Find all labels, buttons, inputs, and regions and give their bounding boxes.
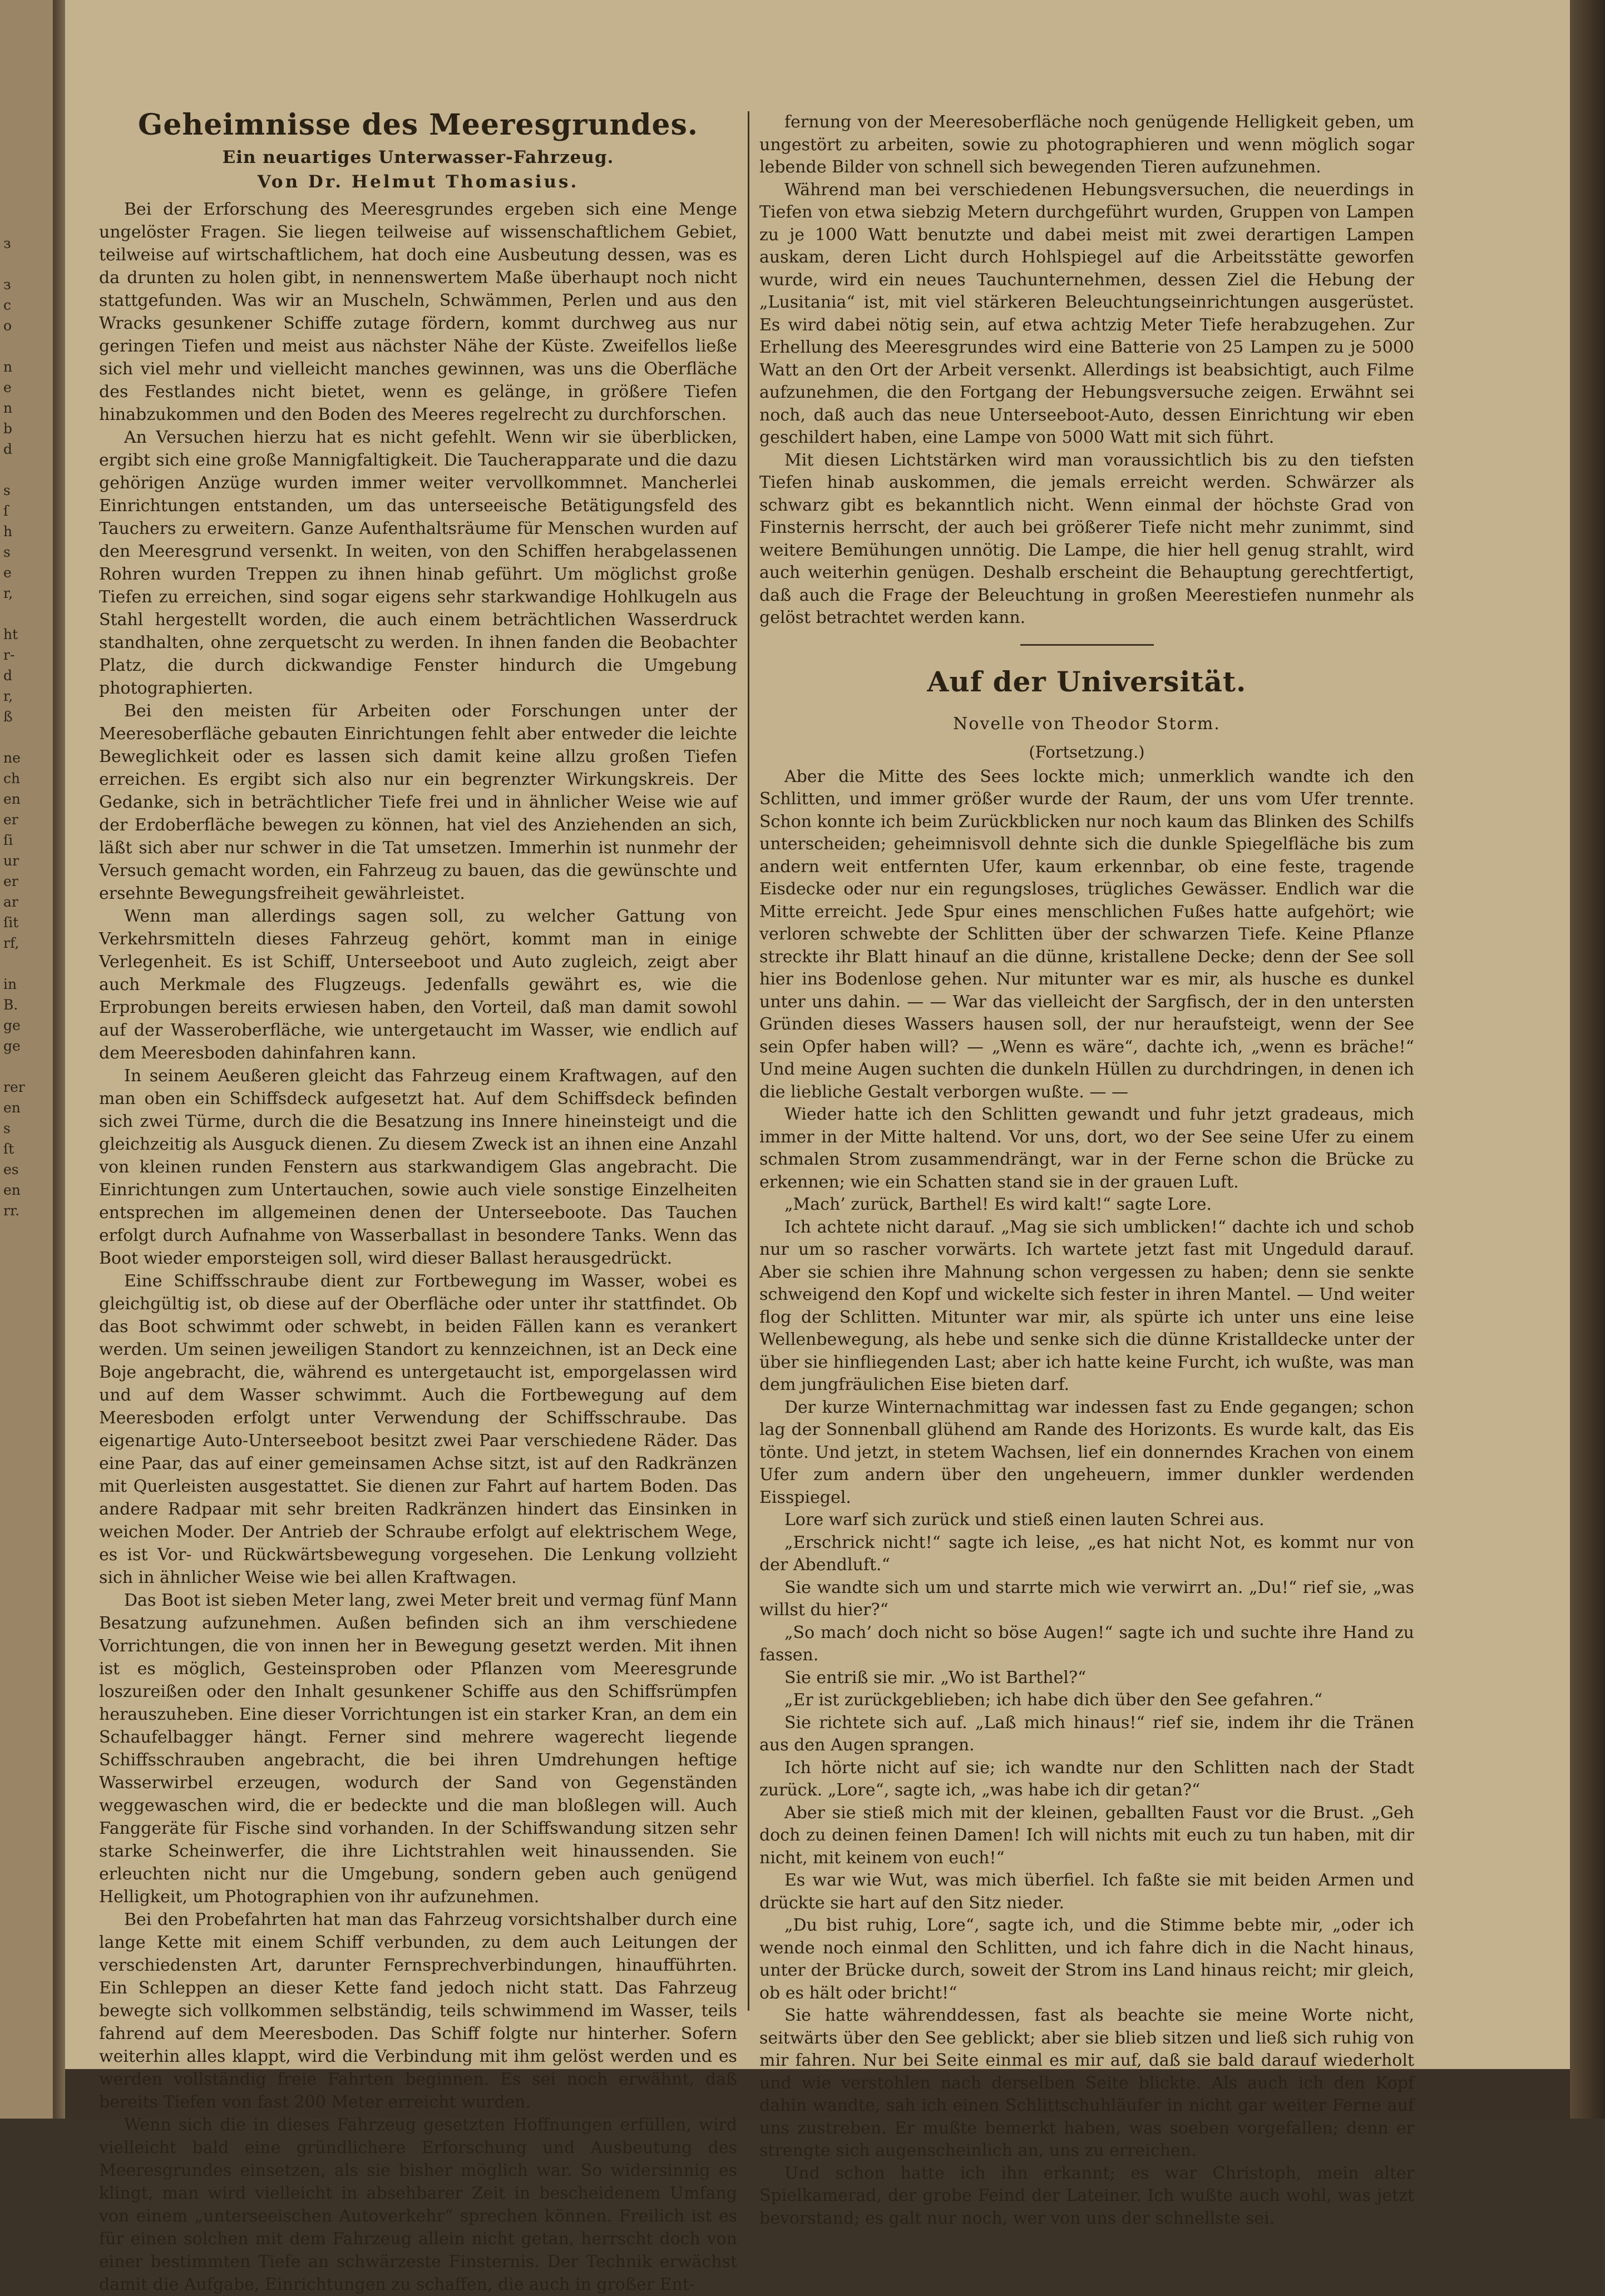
paragraph: „Mach’ zurück, Barthel! Es wird kalt!“ sagte Lore. [784, 1195, 1212, 1214]
previous-page-text-fragments: з з с о n e n b d s ſ h s e r, ht r- d r, ß ne ch en er ſi ur er ar ſit rf, in B. ge ge rer en s ſt es en rr. [3, 235, 25, 1219]
paragraph: Wieder hatte ich den Schlitten gewandt und fuhr jetzt gradeaus, mich immer in der Mitte haltend. Vor uns, dort, wo der See seine Ufer zu einem schmalen Strom zusammendrängt, war in der Ferne schon die Brücke zu erkennen; wie ein Schatten stand sie in der grauen Luft. [759, 1105, 1414, 1192]
right-column [759, 111, 1414, 2230]
paragraph: Wenn man allerdings sagen soll, zu welcher Gattung von Verkehrsmitteln dieses Fahrzeug gehört, kommt man in einige Verlegenheit. Es ist Schiff, Unterseeboot und Auto zugleich, zeigt aber auch Merkmale des Flugzeugs. Jedenfalls gewährt es, wie die Erprobungen bereits erwiesen haben, den Vorteil, daß man damit sowohl auf der Wasseroberfläche, wie untergetaucht im Wasser, wie endlich auf dem Meeresboden dahinfahren kann. [99, 907, 737, 1063]
story-body [759, 766, 1414, 2230]
paragraph: Lore warf sich zurück und stieß einen lauten Schrei aus. [784, 1510, 1265, 1530]
paragraph: Bei der Erforschung des Meeresgrundes ergeben sich eine Menge ungelöster Fragen. Sie liegen teilweise auf wissenschaftlichem Gebiet, teilweise auf wirtschaftlichem, hat doch eine Ausbeutung dessen, was es da drunten zu holen gibt, in nennenswertem Maße überhaupt noch nicht stattgefunden. Was wir an Muscheln, Schwämmen, Perlen und aus den Wracks gesunkener Schiffe zutage fördern, kommt durchweg aus nur geringen Tiefen und meist aus nächster Nähe der Küste. Zweifellos ließe sich viel mehr und vielleicht manches gewinnen, was uns die Oberfläche des Festlandes nicht bietet, wenn es gelänge, in größere Tiefen hinabzukommen und den Boden des Meeres regelrecht zu durchforschen. [99, 200, 737, 424]
paragraph: „Er ist zurückgeblieben; ich habe dich über den See gefahren.“ [784, 1690, 1323, 1710]
paragraph: Bei den Probefahrten hat man das Fahrzeug vorsichtshalber durch eine lange Kette mit einem Schiff verbunden, zu dem auch Leitungen der verschiedensten Art, darunter Fernsprechverbindungen, hinaufführten. Ein Schleppen an dieser Kette fand jedoch nicht statt. Das Fahrzeug bewegte sich vollkommen selbständig, teils schwimmend im Wasser, teils fahrend auf dem Meeresboden. Das Schiff folgte nur hinterher. Sofern weiterhin alles klappt, wird die Verbindung mit ihm gelöst werden und es werden vollständig freie Fahrten beginnen. Es sei noch erwähnt, daß bereits Tiefen von fast 200 Meter erreicht wurden. [99, 1910, 737, 2112]
book-binding-edge [1570, 0, 1605, 2119]
paragraph: Aber sie stieß mich mit der kleinen, geballten Faust vor die Brust. „Geh doch zu deinen feinen Damen! Ich will nichts mit euch zu tun haben, mit dir nicht, mit keinem von euch!“ [759, 1803, 1414, 1868]
paragraph: Sie richtete sich auf. „Laß mich hinaus!“ rief sie, indem ihr die Tränen aus den Augen sprangen. [759, 1713, 1414, 1755]
paragraph: Und schon hatte ich ihn erkannt; es war Christoph, mein alter Spielkamerad, der grobe Feind der Lateiner. Ich wußte auch wohl, was jetzt bevorstand; es galt nur noch, wer von uns der schnellste sei. [759, 2163, 1414, 2228]
paragraph: Ich achtete nicht darauf. „Mag sie sich umblicken!“ dachte ich und schob nur um so rascher vorwärts. Ich wartete jetzt fast mit Ungeduld darauf. Aber sie schien ihre Mahnung schon vergessen zu haben; denn sie senkte schweigend den Kopf und wickelte sich fester in ihren Mantel. — Und weiter flog der Schlitten. Mitunter war mir, als spürte ich unter uns eine leise Wellenbewegung, als hebe und senke sich die dünne Kristalldecke unter der über sie hinfliegenden Last; aber ich hatte keine Furcht, ich wußte, was man dem jungfräulichen Eise bieten darf. [759, 1217, 1414, 1394]
story-author-line: Novelle von Theodor Storm. [953, 714, 1221, 734]
story-continued-label: (Fortsetzung.) [1029, 742, 1145, 761]
paragraph: Sie entriß sie mir. „Wo ist Barthel?“ [784, 1667, 1087, 1688]
paragraph: Sie wandte sich um und starrte mich wie verwirrt an. „Du!“ rief sie, „was willst du hier?“ [759, 1577, 1414, 1620]
article-body-right [759, 111, 1414, 630]
paragraph: Aber die Mitte des Sees lockte mich; unmerklich wandte ich den Schlitten, und immer größer wurde der Raum, der uns vom Ufer trennte. Schon konnte ich beim Zurückblicken nur noch kaum das Blinken des Schilfs unterscheiden; geheimnisvoll dehnte sich die dunkle Spiegelfläche bis zum andern weit entfernten Ufer, kaum erkennbar, ob eine feste, tragende Eisdecke oder nur ein regungsloses, trügliches Gewässer. Endlich war die Mitte erreicht. Jede Spur eines menschlichen Fußes hatte aufgehört; wie verloren schwebte der Schlitten über der schwarzen Tiefe. Keine Pflanze streckte ihr Blatt hinauf an die dünne, kristallene Decke; denn der See soll hier ins Bodenlose gehen. Nur mitunter war es mir, als husche es dunkel unter uns dahin. — — War das vielleicht der Sargfisch, der in den untersten Gründen dieses Wassers hausen soll, der nur heraufsteigt, wenn der See sein Opfer haben will? — „Wenn es wäre“, dachte ich, „wenn es bräche!“ Und meine Augen suchten die dunkeln Hüllen zu durchdringen, in denen ich die liebliche Gestalt verborgen wußte. — — [759, 766, 1414, 1102]
paragraph: „So mach’ doch nicht so böse Augen!“ sagte ich und suchte ihre Hand zu fassen. [759, 1622, 1414, 1665]
paragraph: In seinem Aeußeren gleicht das Fahrzeug einem Kraftwagen, auf den man oben ein Schiffsdeck aufgesetzt hat. Auf dem Schiffsdeck befinden sich zwei Türme, durch die die Besatzung ins Innere hineinsteigt und die gleichzeitig als Ausguck dienen. Zu diesem Zweck ist an ihnen eine Anzahl von kleinen runden Fenstern aus starkwandigem Glas angebracht. Die Einrichtungen zum Untertauchen, sowie auch viele sonstige Einzelheiten entsprechen im allgemeinen denen der Unterseeboote. Das Tauchen erfolgt durch Aufnahme von Wasserballast in besondere Tanks. Wenn das Boot wieder emporsteigen soll, wird dieser Ballast herausgedrückt. [99, 1066, 737, 1268]
page-fold-shadow [53, 0, 65, 2119]
paragraph: „Erschrick nicht!“ sagte ich leise, „es hat nicht Not, es kommt nur von der Abendluft.“ [759, 1532, 1414, 1575]
paragraph: Sie hatte währenddessen, fast als beachte sie meine Worte nicht, seitwärts über den See geblickt; aber sie blieb sitzen und ließ sich ruhig von mir fahren. Nur bei Seite einmal es mir auf, daß sie bald darauf wiederholt und wie verstohlen nach derselben Seite blickte. Als auch ich den Kopf dahin wandte, sah ich einen Schlittschuhläufer in nicht gar weiter Ferne auf uns zustreben. Er mußte bemerkt haben, was soeben vorgefallen; denn er strengte sich augenscheinlich an, uns zu erreichen. [759, 2006, 1414, 2160]
paragraph: fernung von der Meeresoberfläche noch genügende Helligkeit geben, um ungestört zu arbeiten, sowie zu photographieren und wenn möglich sogar lebende Bilder von schnell sich bewegenden Tieren aufzunehmen. [759, 112, 1414, 177]
paragraph: Mit diesen Lichtstärken wird man voraussichtlich bis zu den tiefsten Tiefen hinab auskommen, die jemals erreicht werden. Schwärzer als schwarz gibt es bekanntlich nicht. Wenn einmal der höchste Grad von Finsternis herrscht, der auch bei größerer Tiefe nicht mehr zunimmt, sind weitere Bemühungen unnötig. Die Lampe, die hier hell genug strahlt, wird auch weiterhin genügen. Deshalb erscheint die Behauptung gerechtfertigt, daß auch die Frage der Beleuchtung in großen Meerestiefen nunmehr als gelöst betrachtet werden kann. [759, 450, 1414, 627]
paragraph: Der kurze Winternachmittag war indessen fast zu Ende gegangen; schon lag der Sonnenball glühend am Rande des Horizonts. Es wurde kalt, das Eis tönte. Und jetzt, in stetem Wachsen, lief ein donnerndes Krachen von einem Ufer zum andern über den ungeheuern, immer dunkler werdenden Eisspiegel. [759, 1397, 1414, 1507]
article-title: Geheimnisse des Meeresgrundes. [138, 108, 698, 142]
paragraph: Eine Schiffsschraube dient zur Fortbewegung im Wasser, wobei es gleichgültig ist, ob diese auf der Oberfläche oder unter ihr stattfindet. Ob das Boot schwimmt oder schwebt, in beiden Fällen kann es verankert werden. Um seinen jeweiligen Standort zu kennzeichnen, ist an Deck eine Boje angebracht, die, während es untergetaucht ist, emporgelassen wird und auf dem Wasser schwimmt. Auch die Fortbewegung auf dem Meeresboden erfolgt unter Verwendung der Schiffsschraube. Das eigenartige Auto-Unterseeboot besitzt zwei Paar verschiedene Räder. Das eine Paar, das auf einer gemeinsamen Achse sitzt, ist auf den Radkränzen mit Querleisten ausgestattet. Sie dienen zur Fahrt auf hartem Boden. Das andere Radpaar mit sehr breiten Radkränzen hindert das Einsinken in weichen Moder. Der Antrieb der Schraube erfolgt auf elektrischem Wege, es ist Vor- und Rückwärtsbewegung vorgesehen. Die Lenkung vollzieht sich in ähnlicher Weise wie bei allen Kraftwagen. [99, 1271, 737, 1587]
column-divider [748, 111, 749, 2011]
paragraph: Es war wie Wut, was mich überfiel. Ich faßte sie mit beiden Armen und drückte sie hart auf den Sitz nieder. [759, 1871, 1414, 1913]
paragraph: Bei den meisten für Arbeiten oder Forschungen unter der Meeresoberfläche gebauten Einrichtungen fehlt aber entweder die leichte Beweglichkeit oder es lassen sich damit keine allzu großen Tiefen erreichen. Es ergibt sich also nur ein begrenzter Wirkungskreis. Der Gedanke, sich in beträchtlicher Tiefe frei und in ähnlicher Weise wie auf der Erdoberfläche bewegen zu können, hat viel des Anziehenden an sich, läßt sich aber nur schwer in die Tat umsetzen. Immerhin ist nunmehr der Versuch gemacht worden, ein Fahrzeug zu bauen, das die gewünschte und ersehnte Bewegungsfreiheit gewährleistet. [99, 701, 737, 903]
previous-page-edge [0, 0, 53, 2119]
paragraph: „Du bist ruhig, Lore“, sagte ich, und die Stimme bebte mir, „oder ich wende noch einmal den Schlitten, und ich fahre dich in die Nacht hinaus, unter der Brücke durch, soweit der Strom ins Land hinaus reicht; mir gleich, ob es hält oder bricht!“ [759, 1916, 1414, 2003]
paragraph: Während man bei verschiedenen Hebungsversuchen, die neuerdings in Tiefen von etwa siebzig Metern durchgeführt wurden, Gruppen von Lampen zu je 1000 Watt benutzte und dabei meist mit zwei derartigen Lampen auskam, deren Licht durch Hohlspiegel auf die Arbeitsstätte geworfen wurde, wird ein neues Tauchunternehmen, dessen Ziel die Hebung der „Lusitania“ ist, mit viel stärkeren Beleuchtungseinrichtungen ausgerüstet. Es wird dabei nötig sein, auf etwa achtzig Meter Tiefe herabzugehen. Zur Erhellung des Meeresgrundes wird eine Batterie von 25 Lampen zu je 5000 Watt an den Ort der Arbeit versenkt. Allerdings ist beabsichtigt, auch Filme aufzunehmen, die den Fortgang der Hebungsversuche zeigen. Erwähnt sei noch, daß auch das neue Unterseeboot-Auto, dessen Einrichtung wir eben geschildert haben, eine Lampe von 5000 Watt mit sich führt. [759, 180, 1414, 447]
paragraph: An Versuchen hierzu hat es nicht gefehlt. Wenn wir sie überblicken, ergibt sich eine große Mannigfaltigkeit. Die Taucherapparate und die dazu gehörigen Anzüge wurden immer weiter vervollkommnet. Mancherlei Einrichtungen entstanden, um das unterseeische Betätigungsfeld des Tauchers zu erweitern. Ganze Aufenthaltsräume für Menschen wurden auf den Meeresgrund versenkt. In weiten, von den Schiffen herabgelassenen Rohren wurden Treppen zu ihnen hinab geführt. Um möglichst große Tiefen zu erreichen, sind sogar eigens sehr starkwandige Hohlkugeln aus Stahl hergestellt worden, die auch einem beträchtlichen Wasserdruck standhalten, ohne zerquetscht zu werden. In ihnen fanden die Beobachter Platz, die durch dickwandige Fenster hindurch die Umgebung photographierten. [99, 428, 737, 698]
paragraph: Das Boot ist sieben Meter lang, zwei Meter breit und vermag fünf Mann Besatzung aufzunehmen. Außen befinden sich an ihm verschiedene Vorrichtungen, die von innen her in Bewegung gesetzt werden. Mit ihnen ist es möglich, Gesteinsproben oder Pflanzen vom Meeresgrunde loszureißen oder den Inhalt gesunkener Schiffe aus den Schiffsrümpfen herauszuheben. Eine dieser Vorrichtungen ist ein starker Kran, an dem ein Schaufelbagger hängt. Ferner sind mehrere wagerecht liegende Schiffsschrauben angebracht, die bei ihren Umdrehungen heftige Wasserwirbel erzeugen, wodurch der Sand von Gegenständen weggewaschen wird, die er bedeckte und die man bloßlegen will. Auch Fanggeräte für Fische sind vorhanden. In der Schiffswandung sitzen sehr starke Scheinwerfer, die ihre Lichtstrahlen weit hinaussenden. Sie erleuchten nicht nur die Umgebung, sondern geben auch genügend Helligkeit, um Photographien von ihr aufzunehmen. [99, 1591, 737, 1907]
article-body-left [99, 198, 737, 2296]
article-byline: Von Dr. Helmut Thomasius. [257, 172, 579, 192]
paragraph: Ich hörte nicht auf sie; ich wandte nur den Schlitten nach der Stadt zurück. „Lore“, sagte ich, „was habe ich dir getan?“ [759, 1758, 1414, 1800]
article-subtitle: Ein neuartiges Unterwasser-Fahrzeug. [222, 147, 614, 167]
paragraph: Wenn sich die in dieses Fahrzeug gesetzten Hoffnungen erfüllen, wird vielleicht bald eine gründlichere Erforschung und Ausbeutung des Meeresgrundes einsetzen, als sie bisher möglich war. So widersinnig es klingt, man wird vielleicht in absehbarer Zeit in bescheidenem Umfang von einem „unterseeischen Autoverkehr“ sprechen können. Freilich ist es für einen solchen mit dem Fahrzeug allein nicht getan, herrscht doch von einer bestimmten Tiefe an schwärzeste Finsternis. Der Technik erwächst damit die Aufgabe, Einrichtungen zu schaffen, die auch in großer Ent- [99, 2115, 737, 2294]
story-divider-rule [1020, 644, 1154, 646]
left-column [99, 106, 737, 2296]
story-title: Auf der Universität. [927, 665, 1247, 698]
